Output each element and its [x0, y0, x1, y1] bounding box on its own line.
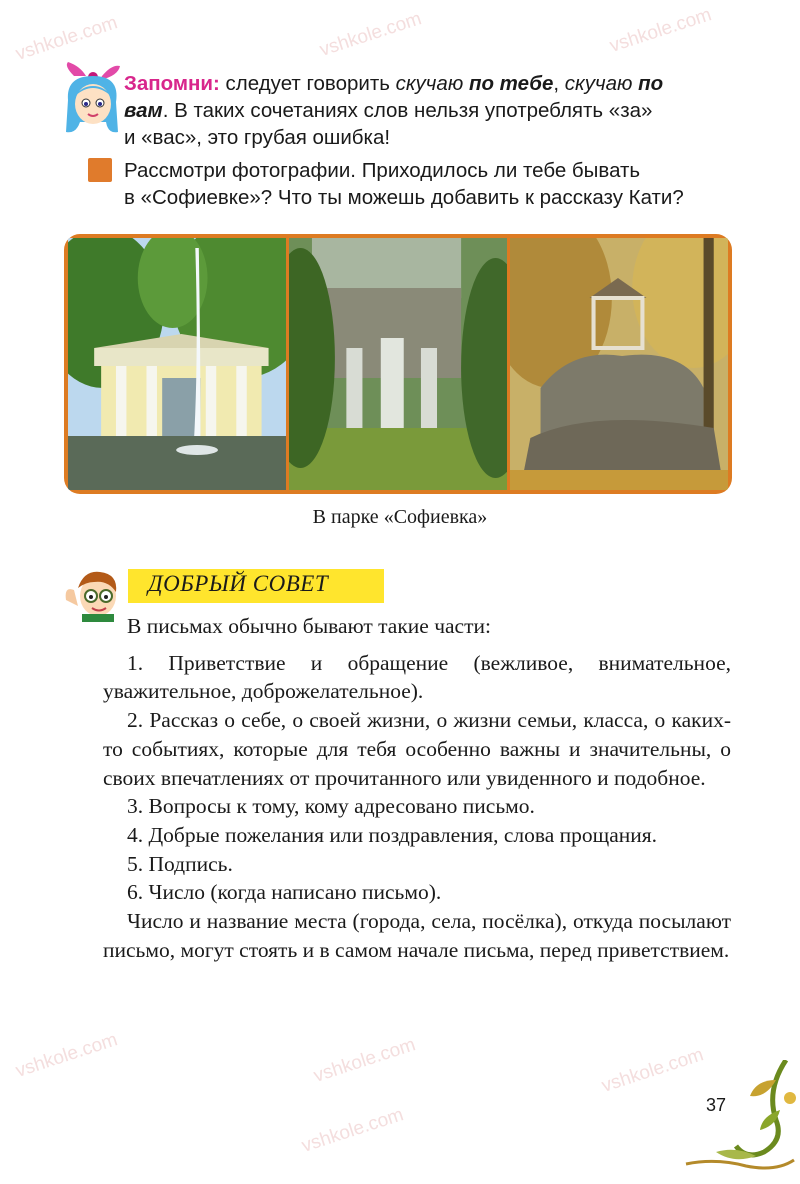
- advice-item: 4. Добрые пожелания или поздравления, слова прощания.: [127, 822, 658, 847]
- watermark: vshkole.com: [599, 1044, 707, 1097]
- advice-title: ДОБРЫЙ СОВЕТ: [148, 571, 329, 596]
- photo-strip: [64, 234, 732, 494]
- remember-line-3: и «вас», это грубая ошибка!: [124, 126, 391, 149]
- advice-item: 1. Приветствие и обращение (вежливое, внимательное, уважительное, доброжелательное).: [103, 650, 731, 704]
- text: по: [638, 72, 664, 95]
- text: скучаю: [395, 72, 469, 95]
- watermark: vshkole.com: [317, 8, 425, 61]
- advice-header: [128, 569, 384, 603]
- text: по тебе: [468, 72, 554, 95]
- watermark: vshkole.com: [13, 1029, 121, 1082]
- advice-item: 3. Вопросы к тому, кому адресовано письмо.: [127, 794, 535, 819]
- watermark: vshkole.com: [299, 1104, 407, 1157]
- task-square-icon: [88, 158, 112, 182]
- remember-label: Запомни:: [124, 72, 220, 95]
- watermark: vshkole.com: [13, 12, 121, 65]
- advice-outro: Число и название места (города, села, посёлка), откуда посылают письмо, могут стоять и в самом начале письма, перед приветствием.: [103, 909, 731, 962]
- photo-fountain-pavilion: [68, 238, 286, 490]
- advice-item: 6. Число (когда написано письмо).: [127, 880, 442, 905]
- advice-body: [103, 612, 731, 964]
- text: следует говорить: [219, 72, 396, 95]
- advice-intro: В письмах обычно бывают такие части:: [127, 614, 491, 638]
- photo-caption: В парке «Софиевка»: [312, 506, 488, 528]
- remember-line-2: [124, 97, 652, 125]
- photo-cascade: [289, 238, 507, 490]
- watermark: vshkole.com: [607, 4, 715, 57]
- watermark: vshkole.com: [311, 1034, 419, 1087]
- page-number: 37: [706, 1095, 727, 1115]
- text: вам: [124, 99, 163, 122]
- text: ,: [553, 72, 565, 95]
- ornament-icon: [676, 1060, 800, 1184]
- girl-character-icon: [60, 62, 124, 136]
- advice-item: 5. Подпись.: [127, 851, 233, 876]
- advice-item: 2. Рассказ о себе, о своей жизни, о жизни семьи, класса, о каких-то событиях, которые для тебя особенно важны и значительны, о своих впечатлениях от прочитанного или увиденного и подобное.: [103, 708, 731, 790]
- task-line-2: в «Софиевке»? Что ты можешь добавить к рассказу Кати?: [124, 186, 684, 209]
- photo-gazebo-rocks: [510, 238, 728, 490]
- task-line-1: Рассмотри фотографии. Приходилось ли тебе бывать: [124, 159, 641, 182]
- remember-line-1: [124, 70, 663, 98]
- text: скучаю: [564, 72, 639, 95]
- text: . В таких сочетаниях слов нельзя употреблять «за»: [162, 99, 653, 122]
